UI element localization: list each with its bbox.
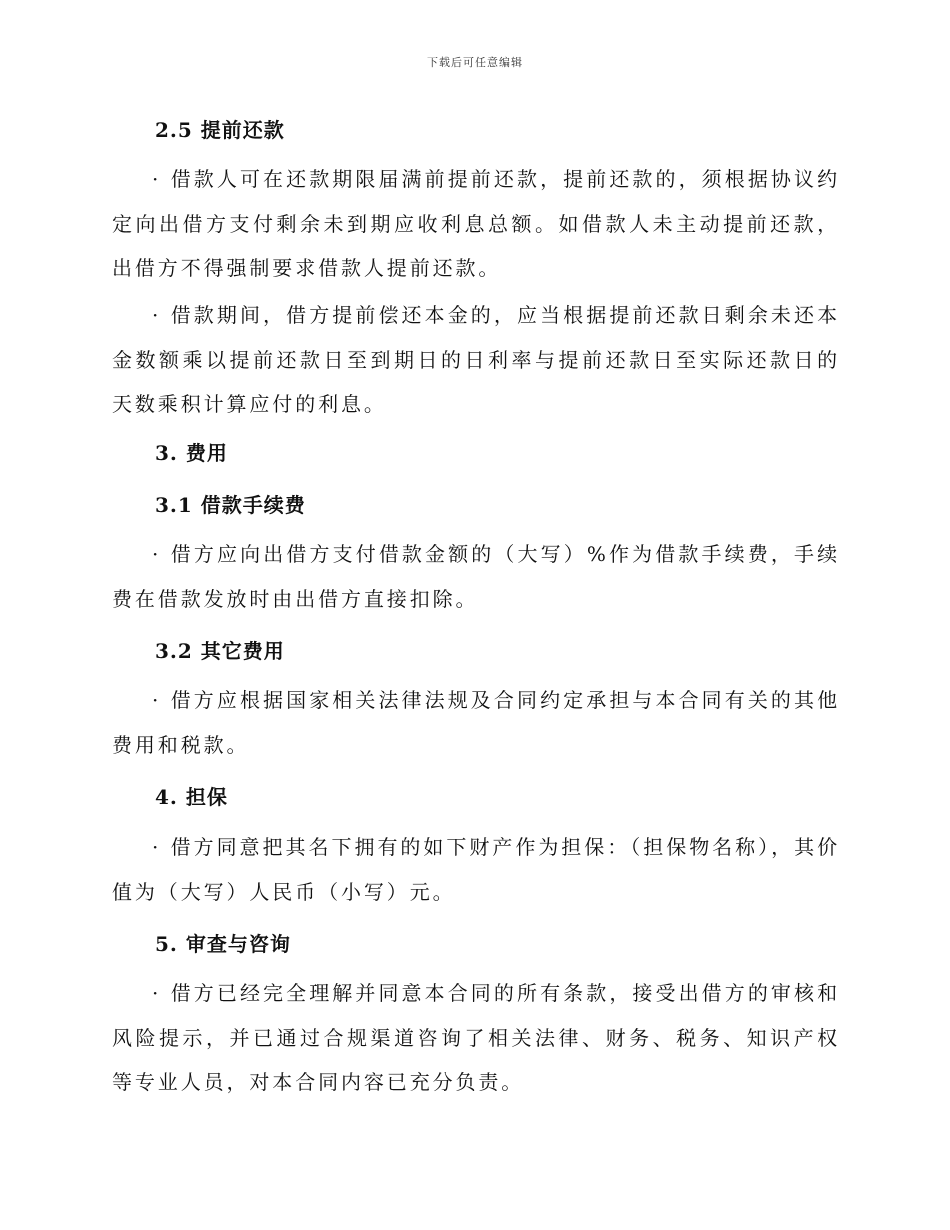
section-3-1-body	[112, 532, 840, 621]
section-2-5-body-2	[112, 293, 840, 427]
section-heading-3-1: 3.1 借款手续费	[155, 493, 306, 517]
paragraph-guarantee: · 借方同意把其名下拥有的如下财产作为担保：（担保物名称），其价值为（大写）人民币（小写）元。	[112, 835, 840, 904]
paragraph-early-principal-interest: · 借款期间，借方提前偿还本金的，应当根据提前还款日剩余未还本金数额乘以提前还款日至到期日的日利率与提前还款日至实际还款日的天数乘积计算应付的利息。	[112, 303, 840, 416]
paragraph-handling-fee: · 借方应向出借方支付借款金额的（大写）%作为借款手续费，手续费在借款发放时由出借方直接扣除。	[112, 542, 840, 611]
section-5-body	[112, 971, 840, 1105]
paragraph-review-consultation: · 借方已经完全理解并同意本合同的所有条款，接受出借方的审核和风险提示，并已通过合规渠道咨询了相关法律、财务、税务、知识产权等专业人员，对本合同内容已充分负责。	[112, 981, 840, 1094]
section-heading-4: 4. 担保	[155, 785, 228, 809]
section-2-5-body	[112, 157, 840, 291]
header-note: 下载后可任意编辑	[427, 56, 523, 69]
section-heading-3: 3. 费用	[155, 441, 228, 465]
paragraph-other-fees: · 借方应根据国家相关法律法规及合同约定承担与本合同有关的其他费用和税款。	[112, 688, 840, 757]
section-heading-5: 5. 审查与咨询	[155, 932, 291, 956]
section-3-2-body	[112, 678, 840, 767]
section-4-body	[112, 825, 840, 914]
section-heading-3-2: 3.2 其它费用	[155, 639, 285, 663]
paragraph-early-repayment: · 借款人可在还款期限届满前提前还款，提前还款的，须根据协议约定向出借方支付剩余未到期应收利息总额。如借款人未主动提前还款，出借方不得强制要求借款人提前还款。	[112, 167, 840, 280]
section-heading-2-5: 2.5 提前还款	[155, 118, 285, 142]
